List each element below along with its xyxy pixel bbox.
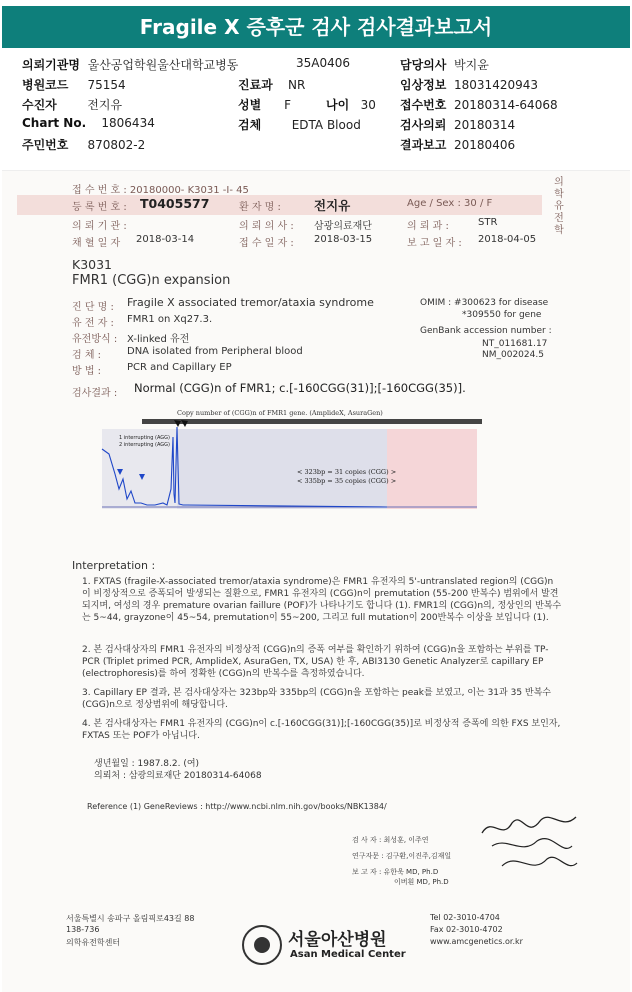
doctor-label: 담당의사 bbox=[400, 58, 447, 72]
clinical-label: 임상정보 bbox=[400, 78, 447, 92]
chart-value: 1806434 bbox=[101, 116, 155, 130]
scanned-report bbox=[2, 170, 630, 992]
institution-code: 35A0406 bbox=[296, 56, 351, 70]
institution-label: 의뢰기관명 bbox=[22, 58, 80, 72]
interp-paragraph-4: 4. 본 검사대상자는 FMR1 유전자의 (CGG)n이 c.[-160CGG(31)];[-160CGG(35)]로 비정상적 증폭에 의한 FXS 보인자, FXTAS 또는 POF가 아닙니다. bbox=[82, 719, 561, 741]
gene-label: 유 전 자 : bbox=[72, 318, 114, 329]
birth-date: 생년월일 : 1987.8.2. (여) bbox=[94, 759, 200, 769]
signer-4: 이버흰 MD, Ph.D bbox=[394, 878, 449, 886]
omim-line1: OMIM : #300623 for disease bbox=[420, 298, 549, 308]
asan-logo-inner-icon bbox=[254, 937, 270, 953]
genbank-label: GenBank accession number : bbox=[420, 326, 552, 336]
inherit-value: X-linked 유전 bbox=[127, 334, 190, 345]
rep-label: 보 고 일 자 : bbox=[407, 238, 462, 249]
specimen-value: EDTA Blood bbox=[291, 118, 361, 132]
inherit-label: 유전방식 : bbox=[72, 334, 118, 345]
nm-accession: NM_002024.5 bbox=[482, 350, 544, 360]
rec-label: 접 수 일 자 : bbox=[239, 238, 294, 249]
signature-scribble bbox=[472, 811, 582, 891]
coll-label: 채 혈 일 자 bbox=[72, 238, 121, 249]
signer-1: 검 사 자 : 최성훈, 이주연 bbox=[352, 836, 429, 844]
patient-label: 수진자 bbox=[22, 98, 57, 112]
ssn-value: 870802-2 bbox=[87, 138, 146, 152]
reg-label: 등 록 번 호 : bbox=[72, 202, 127, 213]
signer-2: 연구자문 : 김구환,이진주,김재일 bbox=[352, 852, 452, 860]
method-label: 방 법 : bbox=[72, 366, 102, 377]
chart-title: Copy number of (CGG)n of FMR1 gene. (AmplideX, AsuraGen) bbox=[177, 409, 383, 417]
ssn-label: 주민번호 bbox=[22, 138, 69, 152]
chart-legend-2: 2 interrupting (AGG) bbox=[119, 442, 170, 448]
hospcode-label: 병원코드 bbox=[22, 78, 69, 92]
clinical-value: 18031420943 bbox=[454, 78, 538, 92]
nt-accession: NT_011681.17 bbox=[482, 339, 548, 349]
method-value: PCR and Capillary EP bbox=[127, 362, 232, 373]
hospital-name-en: Asan Medical Center bbox=[290, 949, 406, 960]
address-1: 서울특별시 송파구 올림픽로43길 88 bbox=[66, 914, 195, 923]
institution-value: 울산공업학원울산대학교병동 bbox=[87, 58, 239, 72]
rec-value: 2018-03-15 bbox=[314, 234, 373, 245]
specimen-label: 검체 bbox=[238, 118, 262, 132]
request-label: 검사의뢰 bbox=[400, 118, 447, 132]
chart-legend-1: 1 interrupting (AGG) bbox=[119, 435, 170, 441]
dept-label: 진료과 bbox=[238, 78, 273, 92]
spec-label: 검 체 : bbox=[72, 350, 102, 361]
rep-value: 2018-04-05 bbox=[478, 234, 537, 245]
req-doc-value: 삼광의료재단 bbox=[314, 221, 372, 232]
patient-value: 전지유 bbox=[87, 98, 123, 112]
req-dept-value: STR bbox=[478, 217, 498, 228]
doctor-value: 박지윤 bbox=[454, 58, 489, 72]
spec-value: DNA isolated from Peripheral blood bbox=[127, 346, 303, 357]
chart-zone-premutation bbox=[387, 429, 477, 509]
receipt-label: 접수번호 bbox=[400, 98, 447, 112]
telephone: Tel 02-3010-4704 bbox=[430, 913, 500, 922]
address-2: 138-736 bbox=[66, 925, 100, 934]
interp-paragraph-1: 1. FXTAS (fragile-X-associated tremor/ataxia syndrome)은 FMR1 유전자의 5'-untranslated region의 (CGG)n 이 비정상적으로 증폭되어 발생되는 질환으로, FMR1 유전자의 (CGG)n이 premutation (55-200 반복수) 범위에서 발견되지며, 여성의 경우 premature ovarian faillure (POF)가 나타나기도 합니다 (1). FMR1의 (CGG)n의, 정상인의 반복수는 5~44, grayzone이 45~54, premutation이 55~200, 그리고 full mutation이 200반복수 이상을 보입니다 (1). bbox=[82, 577, 562, 623]
report-date-value: 20180406 bbox=[454, 138, 516, 152]
receipt-line: 접 수 번 호 : 20180000- K3031 -I- 45 bbox=[72, 185, 249, 196]
hospital-name: 서울아산병원 bbox=[288, 930, 387, 950]
age-label: 나이 bbox=[326, 98, 350, 112]
coll-value: 2018-03-14 bbox=[136, 234, 195, 245]
test-code: K3031 bbox=[72, 257, 113, 272]
scan-patient-label: 환 자 명 : bbox=[239, 202, 281, 213]
req-doc-label: 의 뢰 의 사 : bbox=[239, 221, 294, 232]
omim-line2: *309550 for gene bbox=[462, 310, 542, 320]
dept-value: NR bbox=[288, 78, 306, 92]
hospcode-value: 75154 bbox=[87, 78, 126, 92]
interp-paragraph-3: 3. Capillary EP 결과, 본 검사대상자는 323bp와 335bp의 (CGG)n을 포함하는 peak를 보였고, 이는 31과 35 반복수 (CGG)n으로 정상범위에 해당합니다. bbox=[82, 688, 551, 710]
scan-patient-value: 전지유 bbox=[314, 198, 351, 213]
receipt-value: 20180314-64068 bbox=[454, 98, 558, 112]
fax: Fax 02-3010-4702 bbox=[430, 925, 503, 934]
result-value: Normal (CGG)n of FMR1; c.[-160CGG(31)];[-160CGG(35)]. bbox=[134, 381, 466, 395]
chart-note-1: < 323bp = 31 copies (CGG) > bbox=[297, 468, 397, 476]
interp-paragraph-2: 2. 본 검사대상자의 FMR1 유전자의 비정상적 (CGG)n의 증폭 여부를 확인하기 위하여 (CGG)n을 포함하는 부위를 TP-PCR (Triplet primed PCR, AmplideX, AsuraGen, TX, USA) 한 후, ABI3130 Genetic Analyzer로 capillary EP (electrophoresis)를 하여 정확한 (CGG)n의 반복수를 측정하였습니다. bbox=[82, 645, 549, 679]
req-dept-label: 의 뢰 과 : bbox=[407, 221, 449, 232]
test-name: FMR1 (CGG)n expansion bbox=[72, 273, 231, 288]
gene-value: FMR1 on Xq27.3. bbox=[127, 314, 213, 325]
req-inst-label: 의 뢰 기 관 : bbox=[72, 221, 127, 232]
electropherogram bbox=[97, 419, 527, 514]
interpretation-title: Interpretation : bbox=[72, 559, 156, 572]
chart-note-2: < 335bp = 35 copies (CGG) > bbox=[297, 477, 397, 485]
result-label: 검사결과 : bbox=[72, 388, 118, 399]
reference: Reference (1) GeneReviews : http://www.ncbi.nlm.nih.gov/books/NBK1384/ bbox=[87, 802, 387, 811]
request-org: 의뢰처 : 삼광의료재단 20180314-64068 bbox=[94, 771, 262, 781]
diag-label: 진 단 명 : bbox=[72, 302, 114, 313]
sex-value: F bbox=[284, 98, 291, 112]
agesex: Age / Sex : 30 / F bbox=[407, 198, 493, 209]
address-3: 의학유전학센터 bbox=[66, 938, 121, 947]
website: www.amcgenetics.or.kr bbox=[430, 937, 523, 946]
report-title: Fragile X 증후군 검사 검사결과보고서 bbox=[2, 6, 630, 48]
sex-label: 성별 bbox=[238, 98, 262, 112]
diag-value: Fragile X associated tremor/ataxia syndrome bbox=[127, 296, 374, 309]
report-date-label: 결과보고 bbox=[400, 138, 447, 152]
age-value: 30 bbox=[360, 98, 376, 112]
request-value: 20180314 bbox=[454, 118, 516, 132]
department-side-label: 의학유전학 bbox=[554, 177, 564, 236]
size-ruler bbox=[142, 419, 482, 424]
reg-value: T0405577 bbox=[140, 196, 210, 211]
signer-3: 보 고 자 : 유한욱 MD, Ph.D bbox=[352, 868, 439, 876]
chart-label: Chart No. bbox=[22, 116, 87, 130]
